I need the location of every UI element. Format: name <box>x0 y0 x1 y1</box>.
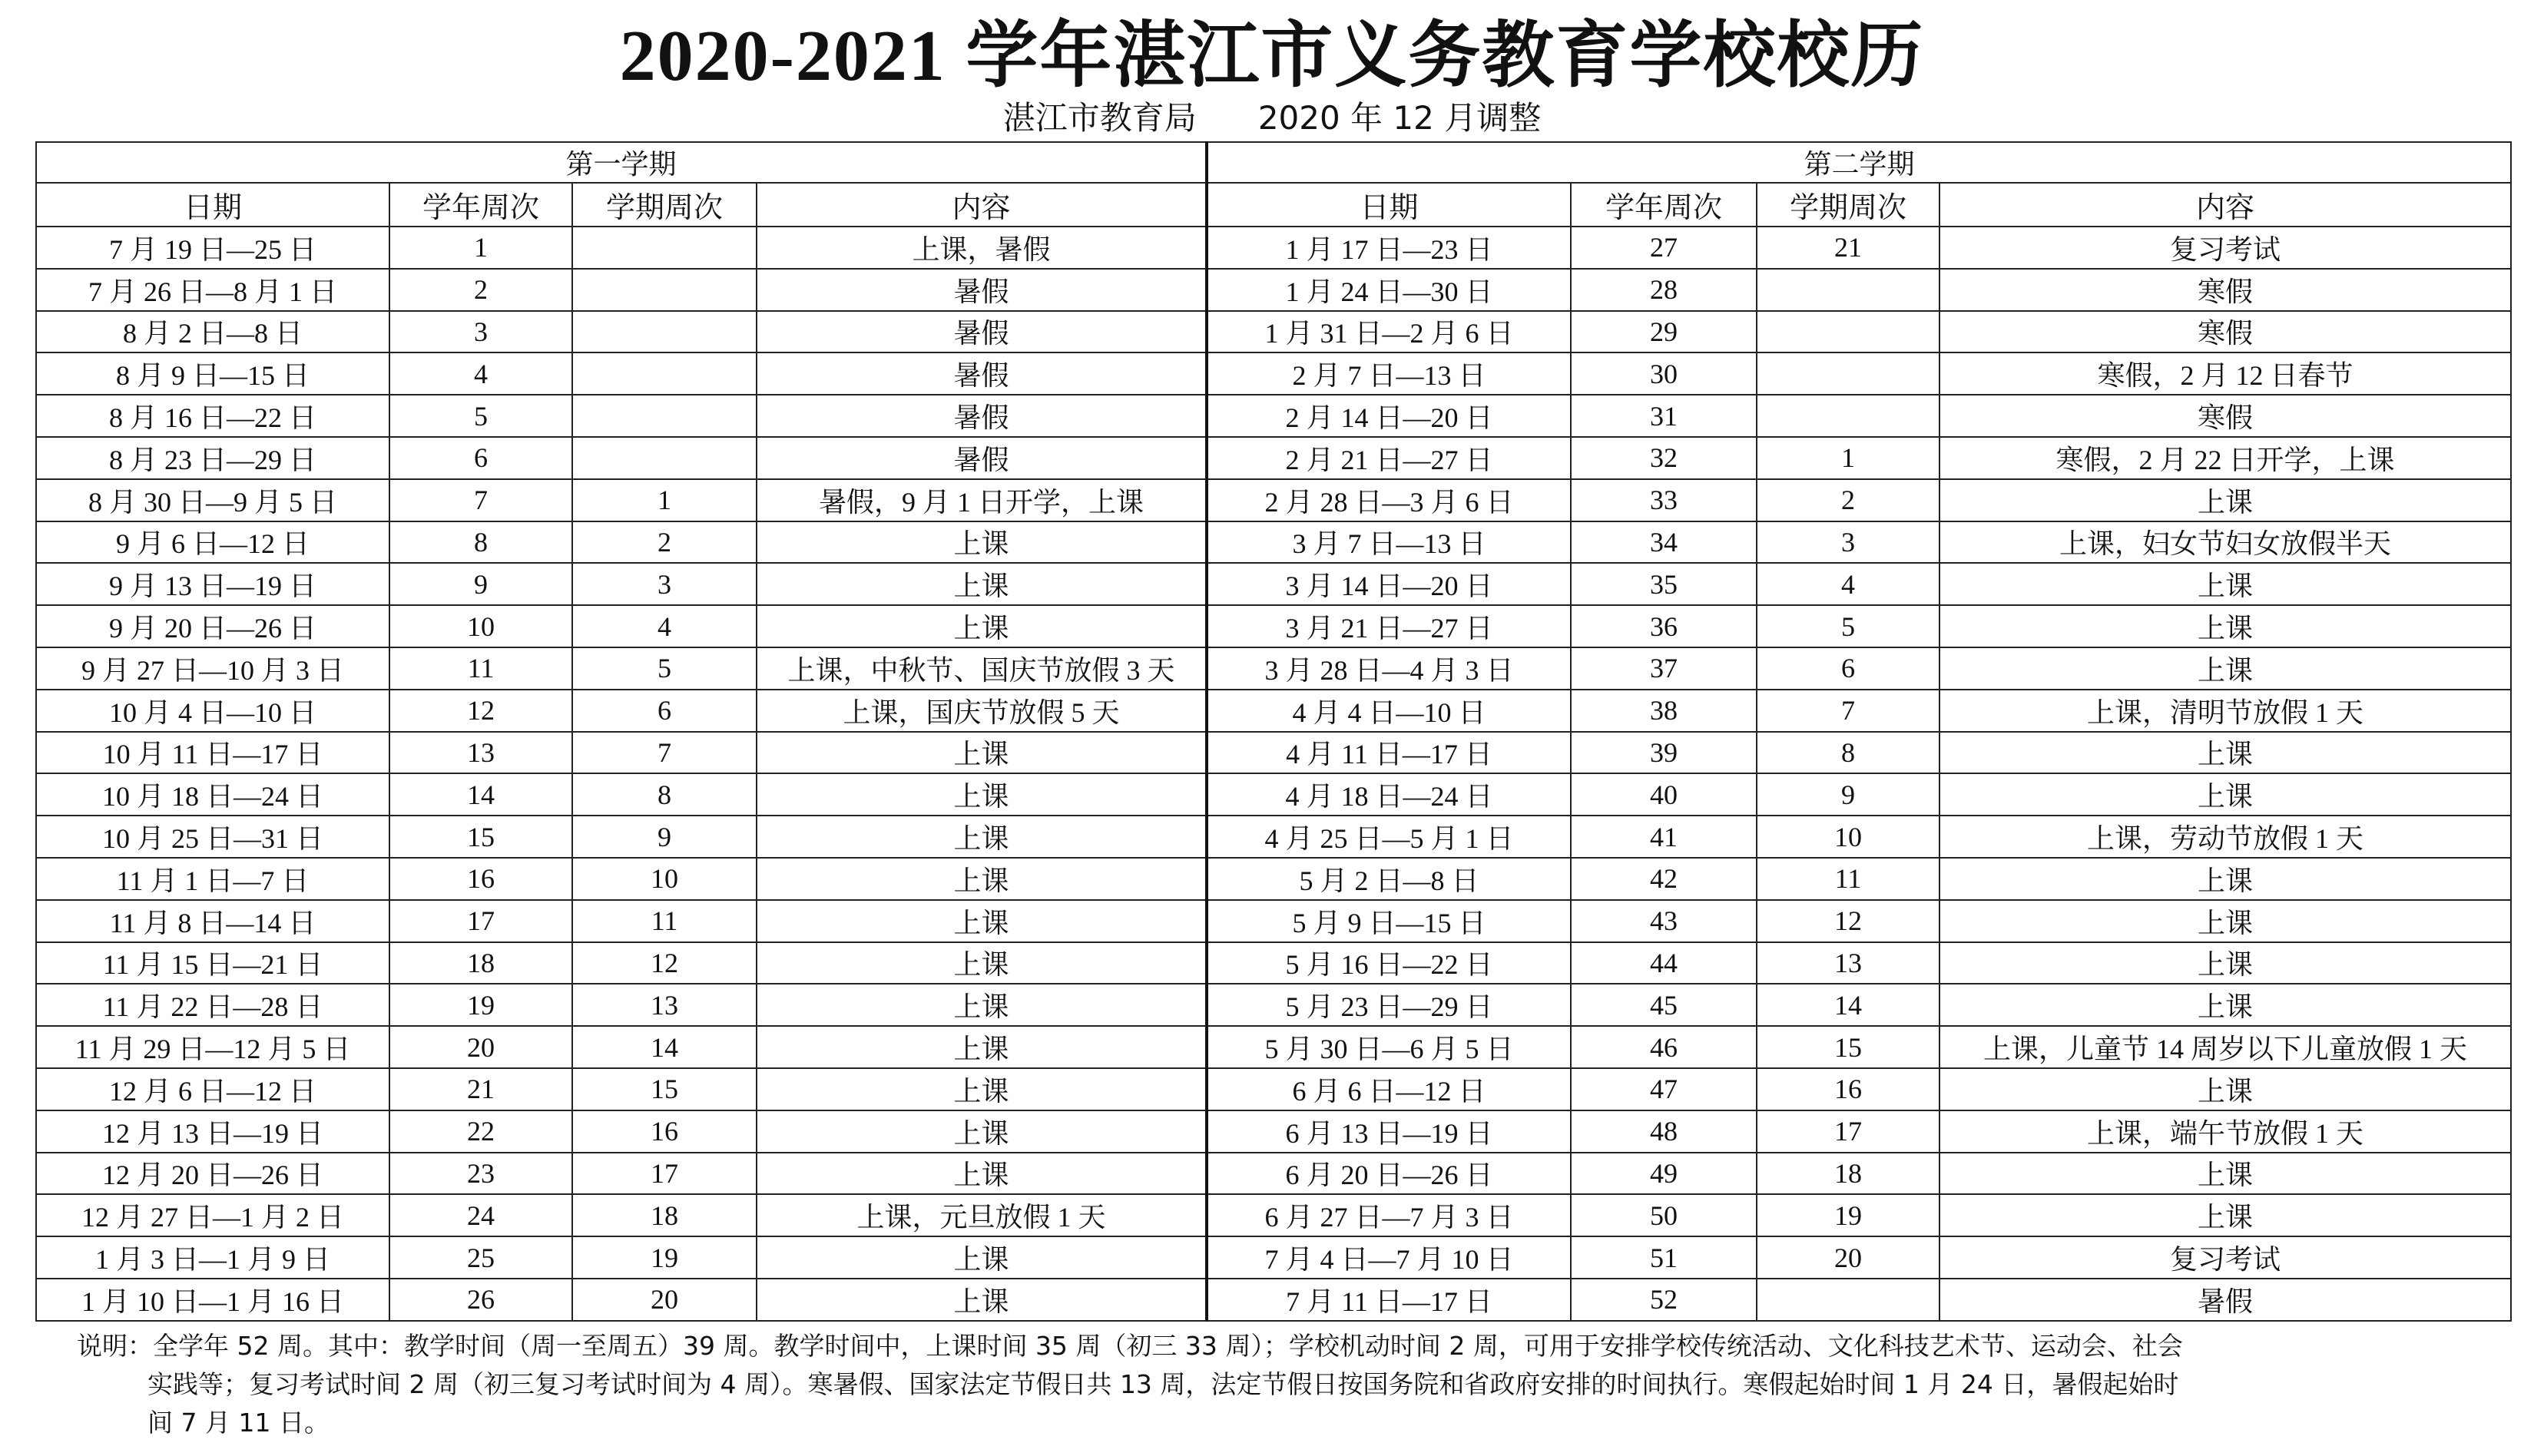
table-row <box>36 1194 2511 1236</box>
semester-1-year-week-cell: 13 <box>389 732 572 774</box>
table-row <box>36 1068 2511 1110</box>
semester-2-term-week-cell: 12 <box>1757 900 1939 942</box>
semester-2-term-week-cell <box>1757 1279 1939 1321</box>
semester-2-year-week-cell: 36 <box>1571 605 1757 647</box>
semester-1-year-week-cell: 18 <box>389 942 572 984</box>
semester-1-term-week-cell <box>572 395 757 437</box>
table-row <box>36 563 2511 605</box>
document-subtitle <box>0 98 2544 138</box>
semester-2-content-cell: 寒假，2 月 12 日春节 <box>1939 352 2511 395</box>
semester-1-term-week-cell: 12 <box>572 942 757 984</box>
semester-1-term-week-cell: 5 <box>572 647 757 690</box>
semester-1-year-week-cell: 16 <box>389 858 572 900</box>
col-header-year-week: 学年周次 <box>1571 183 1757 227</box>
semester-1-content-cell: 上课 <box>757 858 1207 900</box>
table-row <box>36 311 2511 353</box>
semester-1-content-cell: 暑假 <box>757 437 1207 479</box>
semester-2-content-cell: 复习考试 <box>1939 1236 2511 1279</box>
semester-2-term-week-cell: 14 <box>1757 984 1939 1026</box>
semester-1-date-cell: 10 月 25 日—31 日 <box>36 816 389 858</box>
col-header-content: 内容 <box>1939 183 2511 227</box>
semester-1-content-cell: 上课，中秋节、国庆节放假 3 天 <box>757 647 1207 690</box>
semester-2-term-week-cell: 21 <box>1757 227 1939 269</box>
semester-1-content-cell: 暑假 <box>757 269 1207 311</box>
semester-2-year-week-cell: 30 <box>1571 352 1757 395</box>
semester-2-year-week-cell: 38 <box>1571 690 1757 732</box>
semester-2-date-cell: 6 月 13 日—19 日 <box>1207 1110 1571 1153</box>
semester-1-year-week-cell: 22 <box>389 1110 572 1153</box>
table-row <box>36 984 2511 1026</box>
semester-2-term-week-cell: 19 <box>1757 1194 1939 1236</box>
semester-1-content-cell: 上课 <box>757 1279 1207 1321</box>
semester-2-year-week-cell: 52 <box>1571 1279 1757 1321</box>
table-row <box>36 479 2511 521</box>
semester-2-year-week-cell: 49 <box>1571 1153 1757 1195</box>
semester-2-header: 第二学期 <box>1207 142 2511 183</box>
semester-2-content-cell: 上课 <box>1939 563 2511 605</box>
semester-1-content-cell: 暑假，9 月 1 日开学，上课 <box>757 479 1207 521</box>
col-header-year-week: 学年周次 <box>389 183 572 227</box>
semester-1-term-week-cell: 16 <box>572 1110 757 1153</box>
semester-2-content-cell: 上课，儿童节 14 周岁以下儿童放假 1 天 <box>1939 1026 2511 1068</box>
semester-1-date-cell: 9 月 27 日—10 月 3 日 <box>36 647 389 690</box>
col-header-term-week: 学期周次 <box>1757 183 1939 227</box>
semester-2-year-week-cell: 50 <box>1571 1194 1757 1236</box>
semester-1-term-week-cell: 2 <box>572 521 757 564</box>
semester-1-year-week-cell: 7 <box>389 479 572 521</box>
semester-1-date-cell: 12 月 20 日—26 日 <box>36 1153 389 1195</box>
semester-2-date-cell: 5 月 23 日—29 日 <box>1207 984 1571 1026</box>
semester-2-date-cell: 1 月 31 日—2 月 6 日 <box>1207 311 1571 353</box>
semester-1-term-week-cell: 6 <box>572 690 757 732</box>
semester-2-date-cell: 7 月 4 日—7 月 10 日 <box>1207 1236 1571 1279</box>
semester-1-year-week-cell: 6 <box>389 437 572 479</box>
semester-1-content-cell: 上课 <box>757 816 1207 858</box>
semester-2-year-week-cell: 33 <box>1571 479 1757 521</box>
semester-1-year-week-cell: 1 <box>389 227 572 269</box>
table-row <box>36 690 2511 732</box>
semester-2-content-cell: 上课 <box>1939 773 2511 816</box>
semester-1-year-week-cell: 15 <box>389 816 572 858</box>
semester-1-date-cell: 11 月 29 日—12 月 5 日 <box>36 1026 389 1068</box>
semester-1-term-week-cell: 7 <box>572 732 757 774</box>
semester-1-year-week-cell: 14 <box>389 773 572 816</box>
semester-1-date-cell: 1 月 10 日—1 月 16 日 <box>36 1279 389 1321</box>
semester-2-date-cell: 5 月 2 日—8 日 <box>1207 858 1571 900</box>
semester-1-date-cell: 7 月 19 日—25 日 <box>36 227 389 269</box>
semester-2-date-cell: 6 月 6 日—12 日 <box>1207 1068 1571 1110</box>
semester-2-content-cell: 上课 <box>1939 1068 2511 1110</box>
table-row <box>36 437 2511 479</box>
semester-2-term-week-cell: 5 <box>1757 605 1939 647</box>
semester-1-date-cell: 10 月 4 日—10 日 <box>36 690 389 732</box>
semester-2-year-week-cell: 32 <box>1571 437 1757 479</box>
semester-2-term-week-cell: 18 <box>1757 1153 1939 1195</box>
table-row <box>36 227 2511 269</box>
semester-2-content-cell: 上课 <box>1939 647 2511 690</box>
semester-2-year-week-cell: 40 <box>1571 773 1757 816</box>
semester-2-term-week-cell: 8 <box>1757 732 1939 774</box>
semester-1-date-cell: 10 月 11 日—17 日 <box>36 732 389 774</box>
notes-section <box>77 1327 2496 1442</box>
semester-1-term-week-cell <box>572 437 757 479</box>
semester-2-year-week-cell: 51 <box>1571 1236 1757 1279</box>
table-row <box>36 352 2511 395</box>
semester-1-date-cell: 11 月 8 日—14 日 <box>36 900 389 942</box>
semester-2-year-week-cell: 34 <box>1571 521 1757 564</box>
semester-1-term-week-cell: 15 <box>572 1068 757 1110</box>
semester-1-date-cell: 11 月 15 日—21 日 <box>36 942 389 984</box>
semester-1-term-week-cell: 9 <box>572 816 757 858</box>
semester-1-date-cell: 8 月 9 日—15 日 <box>36 352 389 395</box>
semester-2-term-week-cell: 6 <box>1757 647 1939 690</box>
semester-2-year-week-cell: 47 <box>1571 1068 1757 1110</box>
semester-1-content-cell: 上课 <box>757 521 1207 564</box>
table-row <box>36 647 2511 690</box>
semester-1-year-week-cell: 4 <box>389 352 572 395</box>
note-line: 实践等；复习考试时间 2 周（初三复习考试时间为 4 周）。寒暑假、国家法定节假日共 13 周，法定节假日按国务院和省政府安排的时间执行。寒假起始时间 1 月 24 日，暑假起始时 <box>147 1369 2179 1399</box>
col-header-term-week: 学期周次 <box>572 183 757 227</box>
semester-1-date-cell: 7 月 26 日—8 月 1 日 <box>36 269 389 311</box>
table-row <box>36 816 2511 858</box>
semester-1-year-week-cell: 3 <box>389 311 572 353</box>
semester-1-date-cell: 8 月 16 日—22 日 <box>36 395 389 437</box>
semester-2-content-cell: 寒假 <box>1939 269 2511 311</box>
semester-2-term-week-cell: 20 <box>1757 1236 1939 1279</box>
semester-2-content-cell: 上课 <box>1939 1153 2511 1195</box>
semester-2-date-cell: 1 月 17 日—23 日 <box>1207 227 1571 269</box>
col-header-content: 内容 <box>757 183 1207 227</box>
semester-1-term-week-cell: 10 <box>572 858 757 900</box>
semester-1-date-cell: 9 月 20 日—26 日 <box>36 605 389 647</box>
semester-1-content-cell: 上课 <box>757 1110 1207 1153</box>
semester-2-content-cell: 复习考试 <box>1939 227 2511 269</box>
semester-1-date-cell: 11 月 22 日—28 日 <box>36 984 389 1026</box>
semester-1-term-week-cell <box>572 269 757 311</box>
semester-2-year-week-cell: 41 <box>1571 816 1757 858</box>
semester-1-date-cell: 8 月 30 日—9 月 5 日 <box>36 479 389 521</box>
semester-1-date-cell: 10 月 18 日—24 日 <box>36 773 389 816</box>
semester-2-term-week-cell: 4 <box>1757 563 1939 605</box>
semester-2-content-cell: 寒假 <box>1939 311 2511 353</box>
table-row <box>36 900 2511 942</box>
semester-2-content-cell: 暑假 <box>1939 1279 2511 1321</box>
semester-1-term-week-cell: 20 <box>572 1279 757 1321</box>
semester-1-term-week-cell: 19 <box>572 1236 757 1279</box>
semester-1-content-cell: 上课 <box>757 900 1207 942</box>
semester-2-date-cell: 6 月 27 日—7 月 3 日 <box>1207 1194 1571 1236</box>
semester-1-year-week-cell: 17 <box>389 900 572 942</box>
semester-2-year-week-cell: 39 <box>1571 732 1757 774</box>
semester-2-date-cell: 5 月 9 日—15 日 <box>1207 900 1571 942</box>
semester-2-term-week-cell: 17 <box>1757 1110 1939 1153</box>
semester-2-term-week-cell: 11 <box>1757 858 1939 900</box>
semester-1-term-week-cell <box>572 311 757 353</box>
revision-label: 2020 年 12 月调整 <box>1257 99 1542 137</box>
semester-2-term-week-cell: 9 <box>1757 773 1939 816</box>
semester-2-term-week-cell: 3 <box>1757 521 1939 564</box>
semester-2-date-cell: 5 月 30 日—6 月 5 日 <box>1207 1026 1571 1068</box>
table-row <box>36 858 2511 900</box>
table-row <box>36 1279 2511 1321</box>
semester-2-content-cell: 上课 <box>1939 605 2511 647</box>
semester-1-year-week-cell: 11 <box>389 647 572 690</box>
semester-1-date-cell: 1 月 3 日—1 月 9 日 <box>36 1236 389 1279</box>
semester-2-year-week-cell: 31 <box>1571 395 1757 437</box>
semester-1-term-week-cell: 14 <box>572 1026 757 1068</box>
semester-1-content-cell: 暑假 <box>757 352 1207 395</box>
semester-2-date-cell: 3 月 21 日—27 日 <box>1207 605 1571 647</box>
semester-1-date-cell: 11 月 1 日—7 日 <box>36 858 389 900</box>
semester-2-year-week-cell: 29 <box>1571 311 1757 353</box>
semester-2-year-week-cell: 37 <box>1571 647 1757 690</box>
semester-1-content-cell: 上课 <box>757 563 1207 605</box>
semester-1-term-week-cell: 18 <box>572 1194 757 1236</box>
semester-1-date-cell: 9 月 6 日—12 日 <box>36 521 389 564</box>
document-title: 2020-2021 学年湛江市义务教育学校校历 <box>619 16 1925 96</box>
semester-1-content-cell: 上课，元旦放假 1 天 <box>757 1194 1207 1236</box>
table-row <box>36 605 2511 647</box>
semester-2-term-week-cell: 13 <box>1757 942 1939 984</box>
table-row <box>36 942 2511 984</box>
table-row <box>36 1153 2511 1195</box>
semester-1-year-week-cell: 23 <box>389 1153 572 1195</box>
semester-2-year-week-cell: 48 <box>1571 1110 1757 1153</box>
semester-1-year-week-cell: 24 <box>389 1194 572 1236</box>
semester-1-term-week-cell: 17 <box>572 1153 757 1195</box>
semester-2-content-cell: 上课 <box>1939 858 2511 900</box>
semester-2-year-week-cell: 45 <box>1571 984 1757 1026</box>
semester-1-date-cell: 9 月 13 日—19 日 <box>36 563 389 605</box>
semester-2-date-cell: 5 月 16 日—22 日 <box>1207 942 1571 984</box>
col-header-date: 日期 <box>1207 183 1571 227</box>
semester-1-year-week-cell: 5 <box>389 395 572 437</box>
semester-1-term-week-cell: 3 <box>572 563 757 605</box>
semester-2-term-week-cell: 7 <box>1757 690 1939 732</box>
semester-2-date-cell: 4 月 25 日—5 月 1 日 <box>1207 816 1571 858</box>
semester-2-date-cell: 2 月 28 日—3 月 6 日 <box>1207 479 1571 521</box>
semester-1-year-week-cell: 9 <box>389 563 572 605</box>
semester-2-content-cell: 上课 <box>1939 479 2511 521</box>
semester-1-content-cell: 上课，暑假 <box>757 227 1207 269</box>
semester-2-content-cell: 上课 <box>1939 732 2511 774</box>
semester-2-date-cell: 3 月 28 日—4 月 3 日 <box>1207 647 1571 690</box>
semester-1-year-week-cell: 2 <box>389 269 572 311</box>
semester-2-content-cell: 上课 <box>1939 984 2511 1026</box>
semester-1-content-cell: 上课 <box>757 984 1207 1026</box>
semester-2-content-cell: 上课，清明节放假 1 天 <box>1939 690 2511 732</box>
semester-1-content-cell: 上课 <box>757 1068 1207 1110</box>
semester-2-content-cell: 寒假 <box>1939 395 2511 437</box>
semester-1-term-week-cell: 4 <box>572 605 757 647</box>
semester-2-term-week-cell: 1 <box>1757 437 1939 479</box>
semester-1-year-week-cell: 25 <box>389 1236 572 1279</box>
table-row <box>36 732 2511 774</box>
table-row <box>36 1026 2511 1068</box>
semester-1-header: 第一学期 <box>36 142 1207 183</box>
semester-2-content-cell: 上课，端午节放假 1 天 <box>1939 1110 2511 1153</box>
semester-1-term-week-cell: 11 <box>572 900 757 942</box>
semester-2-date-cell: 4 月 11 日—17 日 <box>1207 732 1571 774</box>
semester-2-year-week-cell: 42 <box>1571 858 1757 900</box>
semester-1-date-cell: 8 月 23 日—29 日 <box>36 437 389 479</box>
semester-2-date-cell: 3 月 7 日—13 日 <box>1207 521 1571 564</box>
table-row <box>36 521 2511 564</box>
semester-2-date-cell: 1 月 24 日—30 日 <box>1207 269 1571 311</box>
semester-2-date-cell: 2 月 21 日—27 日 <box>1207 437 1571 479</box>
semester-1-term-week-cell <box>572 352 757 395</box>
semester-2-year-week-cell: 44 <box>1571 942 1757 984</box>
semester-1-date-cell: 12 月 13 日—19 日 <box>36 1110 389 1153</box>
semester-1-year-week-cell: 21 <box>389 1068 572 1110</box>
semester-1-content-cell: 暑假 <box>757 311 1207 353</box>
semester-1-content-cell: 上课 <box>757 942 1207 984</box>
semester-2-year-week-cell: 43 <box>1571 900 1757 942</box>
semester-2-term-week-cell: 15 <box>1757 1026 1939 1068</box>
semester-1-year-week-cell: 10 <box>389 605 572 647</box>
semester-2-content-cell: 上课 <box>1939 942 2511 984</box>
semester-1-content-cell: 暑假 <box>757 395 1207 437</box>
semester-2-date-cell: 2 月 7 日—13 日 <box>1207 352 1571 395</box>
semester-2-year-week-cell: 28 <box>1571 269 1757 311</box>
semester-2-content-cell: 上课 <box>1939 1194 2511 1236</box>
semester-2-date-cell: 4 月 18 日—24 日 <box>1207 773 1571 816</box>
note-line: 说明：全学年 52 周。其中：教学时间（周一至周五）39 周。教学时间中，上课时间 35 周（初三 33 周）；学校机动时间 2 周，可用于安排学校传统活动、文化科技艺术节、运动会、社会 <box>77 1331 2183 1361</box>
semester-1-term-week-cell: 8 <box>572 773 757 816</box>
table-row <box>36 395 2511 437</box>
semester-2-term-week-cell: 10 <box>1757 816 1939 858</box>
calendar-table <box>35 141 2512 1322</box>
semester-2-date-cell: 7 月 11 日—17 日 <box>1207 1279 1571 1321</box>
semester-2-term-week-cell <box>1757 395 1939 437</box>
semester-2-term-week-cell: 16 <box>1757 1068 1939 1110</box>
table-row <box>36 1110 2511 1153</box>
semester-2-term-week-cell <box>1757 311 1939 353</box>
semester-2-year-week-cell: 35 <box>1571 563 1757 605</box>
col-header-date: 日期 <box>36 183 389 227</box>
semester-2-date-cell: 4 月 4 日—10 日 <box>1207 690 1571 732</box>
semester-2-term-week-cell <box>1757 269 1939 311</box>
semester-1-date-cell: 12 月 27 日—1 月 2 日 <box>36 1194 389 1236</box>
semester-2-content-cell: 上课，妇女节妇女放假半天 <box>1939 521 2511 564</box>
semester-2-content-cell: 寒假，2 月 22 日开学，上课 <box>1939 437 2511 479</box>
semester-1-content-cell: 上课 <box>757 1153 1207 1195</box>
semester-1-year-week-cell: 12 <box>389 690 572 732</box>
table-row <box>36 773 2511 816</box>
semester-2-content-cell: 上课，劳动节放假 1 天 <box>1939 816 2511 858</box>
semester-1-content-cell: 上课 <box>757 605 1207 647</box>
semester-1-date-cell: 12 月 6 日—12 日 <box>36 1068 389 1110</box>
semester-1-content-cell: 上课，国庆节放假 5 天 <box>757 690 1207 732</box>
semester-1-content-cell: 上课 <box>757 773 1207 816</box>
semester-2-year-week-cell: 46 <box>1571 1026 1757 1068</box>
note-line: 间 7 月 11 日。 <box>147 1408 330 1438</box>
issuer-label: 湛江市教育局 <box>1002 99 1197 137</box>
semester-1-year-week-cell: 19 <box>389 984 572 1026</box>
semester-1-year-week-cell: 20 <box>389 1026 572 1068</box>
table-row <box>36 269 2511 311</box>
semester-1-content-cell: 上课 <box>757 732 1207 774</box>
semester-2-date-cell: 2 月 14 日—20 日 <box>1207 395 1571 437</box>
table-row <box>36 1236 2511 1279</box>
semester-1-term-week-cell: 13 <box>572 984 757 1026</box>
semester-2-date-cell: 3 月 14 日—20 日 <box>1207 563 1571 605</box>
semester-2-date-cell: 6 月 20 日—26 日 <box>1207 1153 1571 1195</box>
semester-2-year-week-cell: 27 <box>1571 227 1757 269</box>
semester-1-year-week-cell: 26 <box>389 1279 572 1321</box>
semester-2-term-week-cell <box>1757 352 1939 395</box>
semester-1-term-week-cell <box>572 227 757 269</box>
semester-1-content-cell: 上课 <box>757 1026 1207 1068</box>
semester-2-term-week-cell: 2 <box>1757 479 1939 521</box>
semester-1-date-cell: 8 月 2 日—8 日 <box>36 311 389 353</box>
semester-1-year-week-cell: 8 <box>389 521 572 564</box>
semester-1-content-cell: 上课 <box>757 1236 1207 1279</box>
semester-2-content-cell: 上课 <box>1939 900 2511 942</box>
semester-1-term-week-cell: 1 <box>572 479 757 521</box>
